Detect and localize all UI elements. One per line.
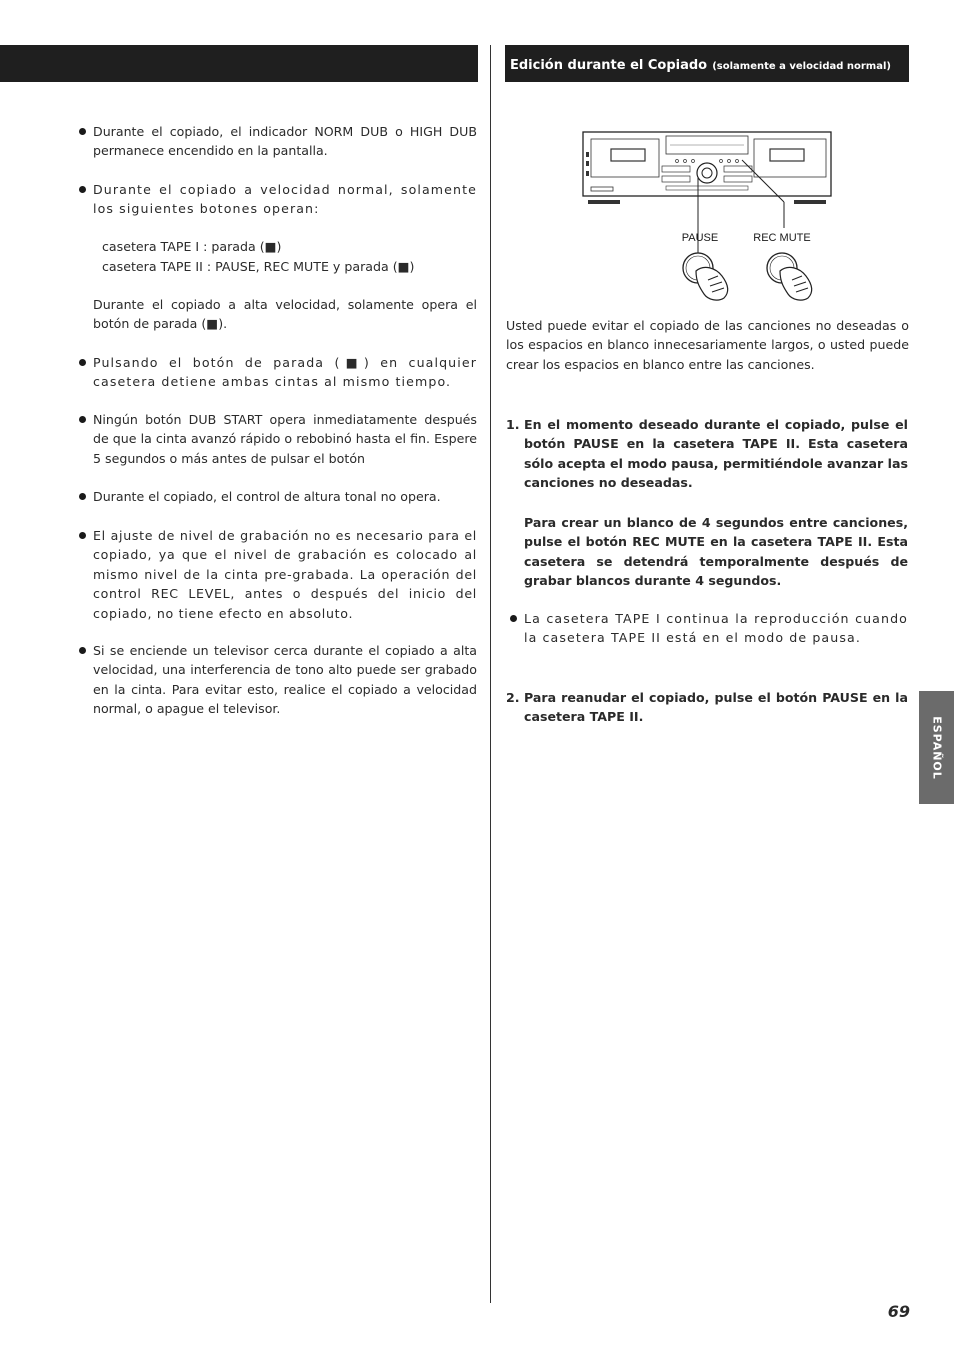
left-bullet-2: Durante el copiado a velocidad normal, solamente los siguientes botones operan: [93,182,477,217]
left-bullet-3: Pulsando el botón de parada (■) en cualquier casetera detiene ambas cintas al mismo tiempo. [93,355,477,390]
rec-mute-label: REC MUTE [753,232,811,244]
left-bullet-7: Si se enciende un televisor cerca durante el copiado a alta velocidad, una interferencia de tono alto puede ser grabado en la cinta. Para evitar esto, realice el copiado a velocidad normal, o apague el televisor. [93,643,477,717]
cassette-deck-figure [582,130,834,310]
bullet-icon [79,493,86,500]
note-paragraph: La casetera TAPE I continua la reproducción cuando la casetera TAPE II está en el modo de pausa. [524,611,908,646]
step-1-extra: Para crear un blanco de 4 segundos entre canciones, pulse el botón REC MUTE en la casetera TAPE II. Esta casetera se detendrá temporalmente después de grabar blancos durante 4 segundos. [524,515,908,589]
left-header-bar [0,45,478,82]
step-1-number: 1. [506,417,520,432]
bullet-icon [79,186,86,193]
language-tab [919,691,954,804]
left-bullet-1: Durante el copiado, el indicador NORM DUB o HIGH DUB permanece encendido en la pantalla. [93,124,477,159]
bullet-icon [79,647,86,654]
page-number: 69 [887,1302,910,1321]
bullet-icon [79,359,86,366]
step-1-text: En el momento deseado durante el copiado, pulse el botón PAUSE en la casetera TAPE II. Esta casetera sólo acepta el modo pausa, permitiéndole avanzar las canciones no deseadas. [524,417,908,491]
section-subtitle: (solamente a velocidad normal) [712,61,891,72]
left-bullet-4: Ningún botón DUB START opera inmediatamente después de que la cinta avanzó rápido o rebobinó hasta el fin. Espere 5 segundos o más antes de pulsar el botón [93,412,477,466]
left-bullet-2-line-1: casetera TAPE I : parada (■) [102,239,282,254]
step-2-number: 2. [506,690,520,705]
intro-paragraph: Usted puede evitar el copiado de las canciones no deseadas o los espacios en blanco innecesariamente largos, o usted puede crear los espacios en blanco entre las canciones. [506,318,909,372]
section-header [505,45,909,82]
bullet-icon [79,128,86,135]
left-bullet-5: Durante el copiado, el control de altura tonal no opera. [93,489,441,504]
left-bullet-2-line-2: casetera TAPE II : PAUSE, REC MUTE y parada (■) [102,259,415,274]
left-bullet-2-extra: Durante el copiado a alta velocidad, solamente opera el botón de parada (■). [93,297,477,332]
cassette-deck-illustration [582,130,834,310]
bullet-icon [79,416,86,423]
step-2-text: Para reanudar el copiado, pulse el botón PAUSE en la casetera TAPE II. [524,690,908,725]
language-tab-label: ESPAÑOL [930,715,943,780]
bullet-icon [79,532,86,539]
bullet-icon [510,615,517,622]
section-title: Edición durante el Copiado [510,58,708,73]
column-divider [490,45,491,1303]
left-bullet-6: El ajuste de nivel de grabación no es necesario para el copiado, ya que el nivel de grabación es colocado al mismo nivel de la cinta pre-grabada. La operación del control REC LEVEL, antes o después del inicio del copiado, no tiene efecto en absoluto. [93,528,477,621]
pause-label: PAUSE [681,232,719,244]
